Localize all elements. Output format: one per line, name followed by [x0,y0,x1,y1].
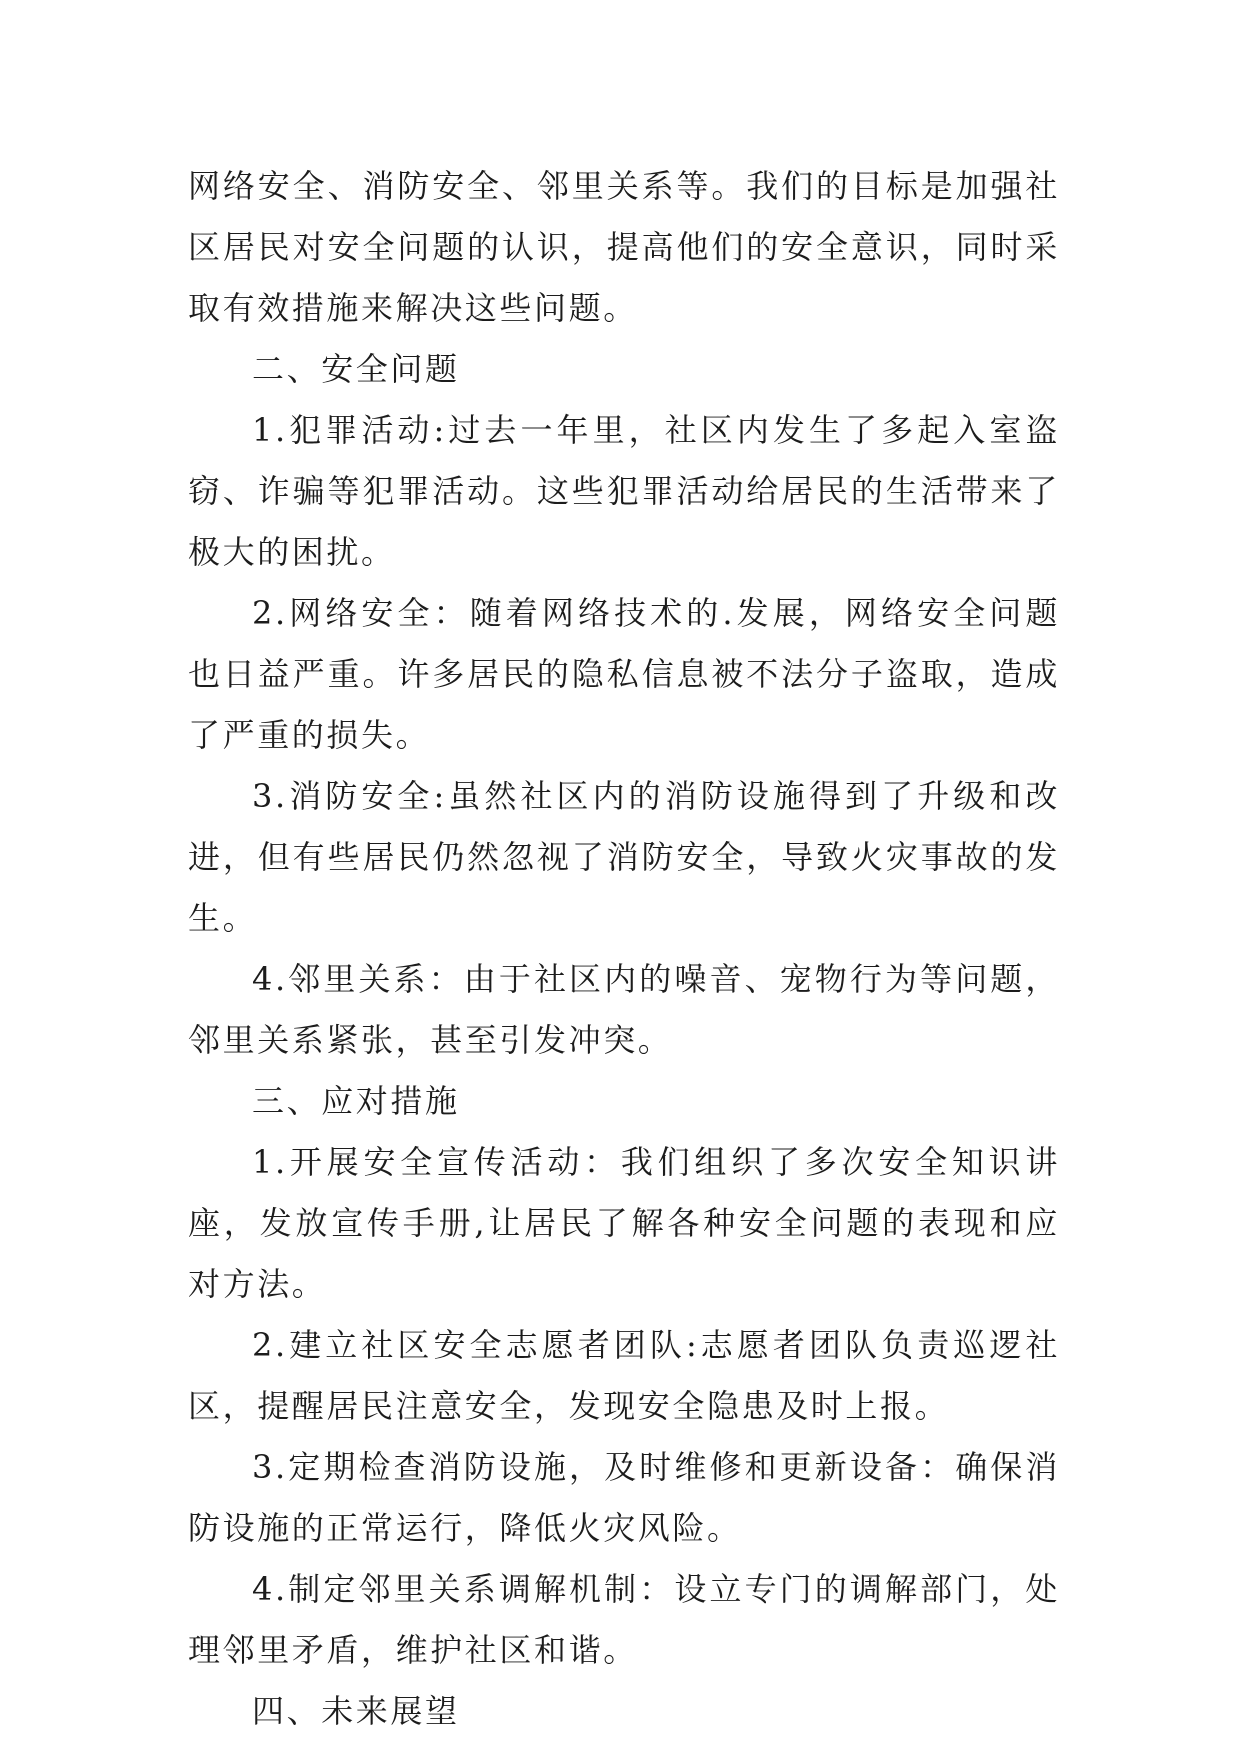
paragraph-neighbor-relations: 4.邻里关系：由于社区内的噪音、宠物行为等问题，邻里关系紧张，甚至引发冲突。 [188,960,1060,1059]
section-heading-safety-issues: 二、安全问题 [252,350,460,388]
document-body [188,156,1060,1742]
paragraph-crime-activity: 1.犯罪活动:过去一年里，社区内发生了多起入室盗窃、诈骗等犯罪活动。这些犯罪活动给居民的生活带来了极大的困扰。 [188,411,1060,571]
section-heading-future-outlook: 四、未来展望 [252,1692,460,1730]
section-heading-countermeasures: 三、应对措施 [252,1082,460,1120]
paragraph-fire-inspection: 3.定期检查消防设施，及时维修和更新设备：确保消防设施的正常运行，降低火灾风险。 [188,1448,1060,1547]
paragraph-network-security: 2.网络安全：随着网络技术的.发展，网络安全问题也日益严重。许多居民的隐私信息被不法分子盗取，造成了严重的损失。 [188,594,1060,754]
paragraph-intro-continuation: 网络安全、消防安全、邻里关系等。我们的目标是加强社区居民对安全问题的认识，提高他们的安全意识，同时采取有效措施来解决这些问题。 [188,167,1060,327]
paragraph-fire-safety: 3.消防安全:虽然社区内的消防设施得到了升级和改进，但有些居民仍然忽视了消防安全，导致火灾事故的发生。 [188,777,1060,937]
paragraph-mediation-mechanism: 4.制定邻里关系调解机制：设立专门的调解部门，处理邻里矛盾，维护社区和谐。 [188,1570,1060,1669]
paragraph-safety-campaign: 1.开展安全宣传活动：我们组织了多次安全知识讲座，发放宣传手册,让居民了解各种安全问题的表现和应对方法。 [188,1143,1060,1303]
paragraph-volunteer-team: 2.建立社区安全志愿者团队:志愿者团队负责巡逻社区，提醒居民注意安全，发现安全隐患及时上报。 [188,1326,1060,1425]
